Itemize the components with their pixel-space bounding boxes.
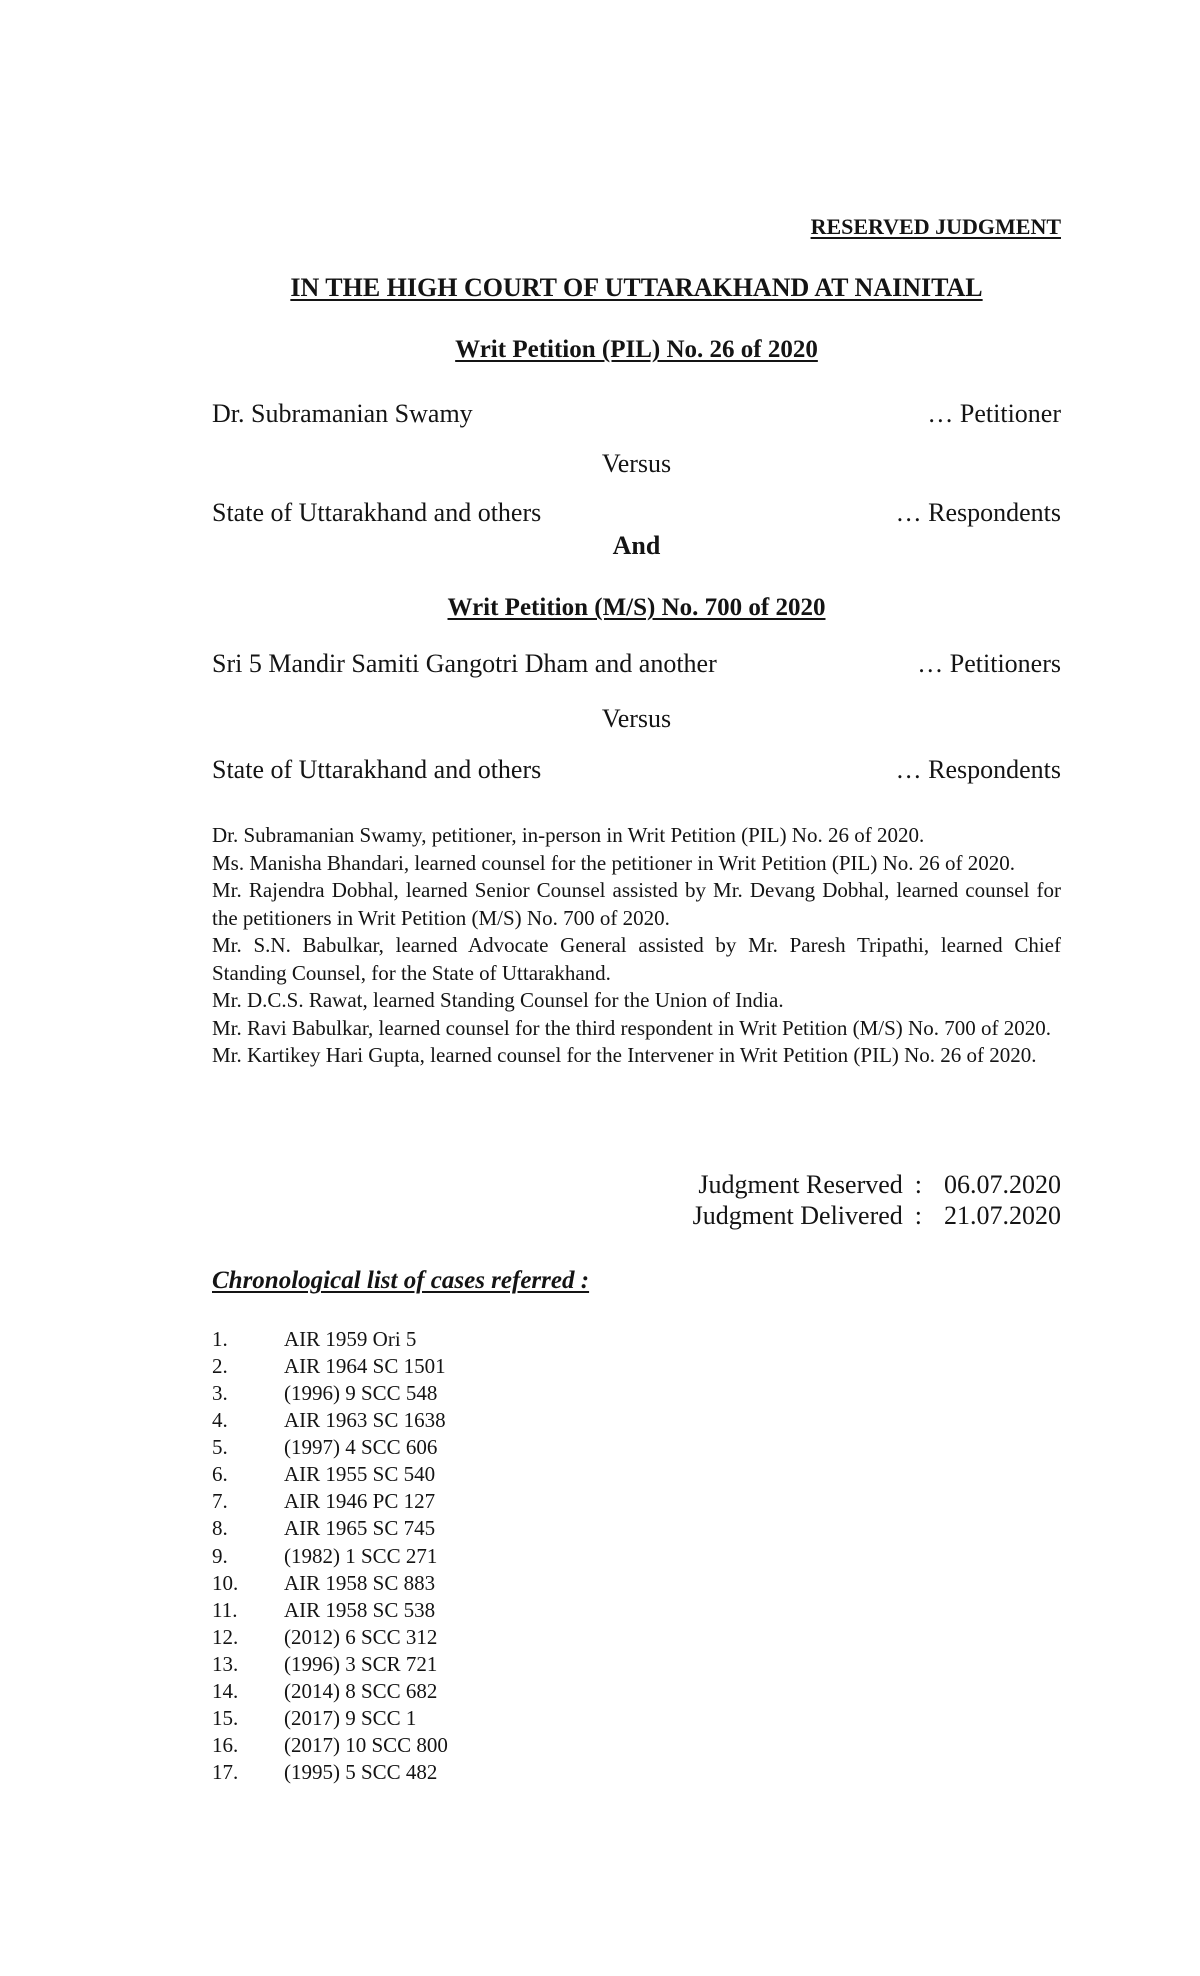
case-number: 5.	[212, 1435, 228, 1460]
list-item	[212, 1543, 812, 1570]
petition-2-versus: Versus	[601, 704, 672, 733]
counsel-appearances	[212, 822, 1061, 1070]
petition-2-petitioner-name: Sri 5 Mandir Samiti Gangotri Dham and another	[212, 649, 717, 678]
case-citation: (2017) 9 SCC 1	[284, 1705, 417, 1730]
case-citation: (2012) 6 SCC 312	[284, 1624, 438, 1649]
judgment-reserved-label: Judgment Reserved	[698, 1170, 903, 1199]
list-item	[212, 1678, 812, 1705]
counsel-entry: Ms. Manisha Bhandari, learned counsel for the petitioner in Writ Petition (PIL) No. 26 of 2020.	[212, 850, 1016, 875]
judgment-delivered-separator: :	[914, 1201, 922, 1230]
case-citation: (1982) 1 SCC 271	[284, 1543, 438, 1568]
case-citation: AIR 1958 SC 538	[284, 1597, 436, 1622]
judgment-delivered-date: 21.07.2020	[944, 1201, 1061, 1230]
petition-2-respondent-role: … Respondents	[895, 755, 1061, 784]
judgment-reserved-date: 06.07.2020	[944, 1170, 1061, 1199]
reserved-judgment-label	[212, 212, 1061, 242]
case-citation: AIR 1958 SC 883	[284, 1570, 436, 1595]
case-number: 10.	[212, 1570, 239, 1595]
list-item	[212, 1515, 812, 1542]
case-citation: AIR 1955 SC 540	[284, 1462, 436, 1487]
petition-2-title	[212, 592, 1061, 624]
petition-1-title-text: Writ Petition (PIL) No. 26 of 2020	[455, 336, 818, 363]
petition-1-petitioner-role: … Petitioner	[927, 399, 1061, 428]
list-item	[212, 1326, 812, 1353]
case-citation: (2017) 10 SCC 800	[284, 1732, 448, 1757]
list-item	[212, 1461, 812, 1488]
court-name-heading	[212, 272, 1061, 304]
list-item	[212, 1624, 812, 1651]
petition-1-respondent-row	[212, 497, 1061, 529]
list-item	[212, 1380, 812, 1407]
petition-1-respondent-name: State of Uttarakhand and others	[212, 498, 542, 527]
petition-1-title	[212, 334, 1061, 366]
reserved-judgment-text: RESERVED JUDGMENT	[810, 214, 1061, 239]
case-citation: AIR 1959 Ori 5	[284, 1327, 417, 1351]
petition-2-respondent-name: State of Uttarakhand and others	[212, 755, 542, 784]
case-number: 15.	[212, 1705, 239, 1730]
counsel-entry: Mr. Ravi Babulkar, learned counsel for the third respondent in Writ Petition (M/S) No. 700 of 2020.	[212, 1015, 1051, 1040]
case-citation: (2014) 8 SCC 682	[284, 1678, 438, 1703]
counsel-entry: Mr. Rajendra Dobhal, learned Senior Counsel assisted by Mr. Devang Dobhal, learned counsel for the petitioners in Writ Petition (M/S) No. 700 of 2020.	[212, 878, 1061, 930]
petition-2-petitioner-row	[212, 648, 1061, 680]
counsel-entry: Dr. Subramanian Swamy, petitioner, in-person in Writ Petition (PIL) No. 26 of 2020.	[212, 823, 925, 847]
case-citation: (1996) 3 SCR 721	[284, 1651, 438, 1676]
case-citation: (1997) 4 SCC 606	[284, 1435, 438, 1460]
cases-referred-list	[212, 1326, 812, 1786]
case-number: 9.	[212, 1543, 228, 1568]
list-item	[212, 1434, 812, 1461]
case-citation: AIR 1946 PC 127	[284, 1489, 436, 1514]
counsel-entry: Mr. S.N. Babulkar, learned Advocate General assisted by Mr. Paresh Tripathi, learned Chief Standing Counsel, for the State of Uttarakhand.	[212, 933, 1061, 985]
case-number: 8.	[212, 1516, 228, 1541]
case-number: 12.	[212, 1624, 239, 1649]
list-item	[212, 1597, 812, 1624]
case-number: 13.	[212, 1651, 239, 1676]
case-number: 7.	[212, 1489, 228, 1514]
list-item	[212, 1353, 812, 1380]
list-item	[212, 1488, 812, 1515]
petition-2-title-text: Writ Petition (M/S) No. 700 of 2020	[447, 594, 826, 621]
and-conjunction: And	[612, 531, 661, 560]
list-item	[212, 1732, 812, 1759]
cases-referred-heading	[212, 1265, 589, 1297]
petition-1-petitioner-row	[212, 398, 1061, 430]
case-number: 16.	[212, 1732, 239, 1757]
petition-1-petitioner-name: Dr. Subramanian Swamy	[212, 399, 473, 428]
case-citation: AIR 1963 SC 1638	[284, 1408, 446, 1433]
case-number: 4.	[212, 1408, 228, 1433]
list-item	[212, 1759, 812, 1786]
case-citation: AIR 1964 SC 1501	[284, 1354, 446, 1379]
petition-1-respondent-role: … Respondents	[895, 498, 1061, 527]
case-citation: (1996) 9 SCC 548	[284, 1381, 438, 1406]
cases-referred-heading-text: Chronological list of cases referred :	[212, 1267, 590, 1294]
case-citation: AIR 1965 SC 745	[284, 1516, 436, 1541]
list-item	[212, 1407, 812, 1434]
case-number: 1.	[212, 1327, 228, 1351]
case-number: 14.	[212, 1678, 239, 1703]
case-number: 3.	[212, 1381, 228, 1406]
case-number: 6.	[212, 1462, 228, 1487]
petition-2-petitioner-role: … Petitioners	[917, 649, 1061, 678]
judgment-delivered-label: Judgment Delivered	[692, 1201, 903, 1230]
counsel-entry: Mr. Kartikey Hari Gupta, learned counsel for the Intervener in Writ Petition (PIL) No. 26 of 2020.	[212, 1043, 1037, 1067]
list-item	[212, 1570, 812, 1597]
case-citation: (1995) 5 SCC 482	[284, 1760, 438, 1784]
list-item	[212, 1705, 812, 1732]
judgment-dates	[693, 1169, 1061, 1231]
court-name-text: IN THE HIGH COURT OF UTTARAKHAND AT NAINITAL	[290, 273, 983, 302]
case-number: 17.	[212, 1760, 239, 1784]
case-number: 11.	[212, 1597, 238, 1622]
list-item	[212, 1651, 812, 1678]
case-number: 2.	[212, 1354, 228, 1379]
counsel-entry: Mr. D.C.S. Rawat, learned Standing Counsel for the Union of India.	[212, 988, 784, 1012]
petition-1-versus: Versus	[601, 449, 672, 478]
judgment-reserved-separator: :	[914, 1170, 922, 1199]
petition-2-respondent-row	[212, 754, 1061, 786]
